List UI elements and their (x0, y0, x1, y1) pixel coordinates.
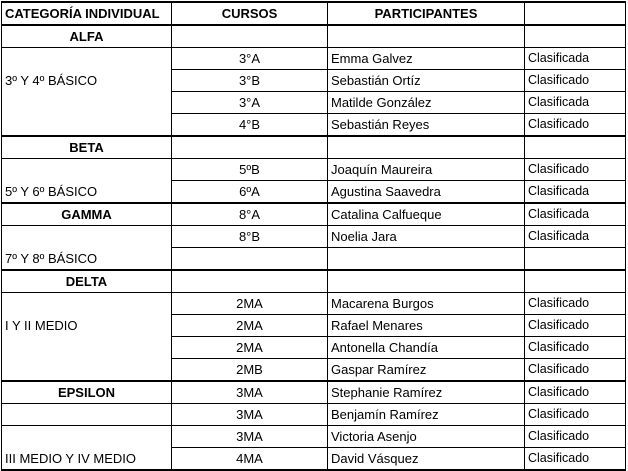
status-cell: Clasificado (525, 159, 626, 181)
course-cell: 4MA (172, 448, 328, 471)
level-label: 3º Y 4º BÁSICO (2, 70, 172, 92)
category-row (2, 136, 626, 159)
table-row (2, 159, 626, 181)
table-row (2, 181, 626, 204)
status-cell: Clasificado (525, 70, 626, 92)
participant-cell: Matilde González (328, 92, 525, 114)
category-row (2, 25, 626, 48)
header-category: CATEGORÍA INDIVIDUAL (2, 2, 172, 25)
participant-cell: Rafael Menares (328, 315, 525, 337)
status-cell: Clasificada (525, 92, 626, 114)
status-cell: Clasificada (525, 181, 626, 204)
table-row (2, 114, 626, 137)
participant-cell: Stephanie Ramírez (328, 381, 525, 404)
status-cell: Clasificado (525, 114, 626, 137)
course-cell: 2MA (172, 337, 328, 359)
participant-cell: Victoria Asenjo (328, 426, 525, 448)
status-cell: Clasificado (525, 337, 626, 359)
table-row (2, 381, 626, 404)
participant-cell: Sebastián Reyes (328, 114, 525, 137)
course-cell: 3°A (172, 48, 328, 70)
category-delta: DELTA (2, 270, 172, 293)
status-cell: Clasificado (525, 381, 626, 404)
table-row (2, 293, 626, 315)
participant-cell: Noelia Jara (328, 226, 525, 248)
participant-cell: David Vásquez (328, 448, 525, 471)
status-cell: Clasificado (525, 448, 626, 471)
course-cell: 3°A (172, 92, 328, 114)
course-cell: 8°B (172, 226, 328, 248)
status-cell: Clasificado (525, 404, 626, 426)
table-row (2, 226, 626, 248)
category-epsilon: EPSILON (2, 381, 172, 404)
header-status (525, 2, 626, 25)
table-row (2, 359, 626, 382)
level-label: I Y II MEDIO (2, 315, 172, 337)
header-participants: PARTICIPANTES (328, 2, 525, 25)
course-cell: 3°B (172, 70, 328, 92)
course-cell: 2MA (172, 315, 328, 337)
category-gamma: GAMMA (2, 203, 172, 226)
header-row (2, 2, 626, 25)
table-row (2, 337, 626, 359)
course-cell: 2MA (172, 293, 328, 315)
table-row (2, 315, 626, 337)
status-cell: Clasificado (525, 293, 626, 315)
table-row (2, 404, 626, 426)
course-cell: 6ºA (172, 181, 328, 204)
participant-cell: Antonella Chandía (328, 337, 525, 359)
participant-cell: Macarena Burgos (328, 293, 525, 315)
table-row (2, 426, 626, 448)
table-row (2, 203, 626, 226)
participant-cell: Sebastián Ortíz (328, 70, 525, 92)
participant-cell: Catalina Calfueque (328, 203, 525, 226)
course-cell: 2MB (172, 359, 328, 382)
category-beta: BETA (2, 136, 172, 159)
course-cell: 3MA (172, 426, 328, 448)
table-row (2, 48, 626, 70)
level-label: 5º Y 6º BÁSICO (2, 181, 172, 204)
status-cell: Clasificado (525, 426, 626, 448)
participant-cell: Joaquín Maureira (328, 159, 525, 181)
participant-cell: Agustina Saavedra (328, 181, 525, 204)
table-row (2, 92, 626, 114)
category-row (2, 270, 626, 293)
course-cell: 4°B (172, 114, 328, 137)
course-cell: 3MA (172, 381, 328, 404)
table-row (2, 70, 626, 92)
participant-cell: Gaspar Ramírez (328, 359, 525, 382)
course-cell: 3MA (172, 404, 328, 426)
table-row (2, 248, 626, 271)
course-cell: 5ºB (172, 159, 328, 181)
category-alfa: ALFA (2, 25, 172, 48)
level-label: 7º Y 8º BÁSICO (2, 248, 172, 271)
status-cell: Clasificada (525, 203, 626, 226)
status-cell: Clasificado (525, 359, 626, 382)
participant-cell: Benjamín Ramírez (328, 404, 525, 426)
status-cell: Clasificado (525, 315, 626, 337)
course-cell: 8°A (172, 203, 328, 226)
participant-cell: Emma Galvez (328, 48, 525, 70)
level-label: III MEDIO Y IV MEDIO (2, 448, 172, 471)
results-table (1, 1, 626, 471)
status-cell: Clasificada (525, 48, 626, 70)
header-courses: CURSOS (172, 2, 328, 25)
status-cell: Clasificada (525, 226, 626, 248)
